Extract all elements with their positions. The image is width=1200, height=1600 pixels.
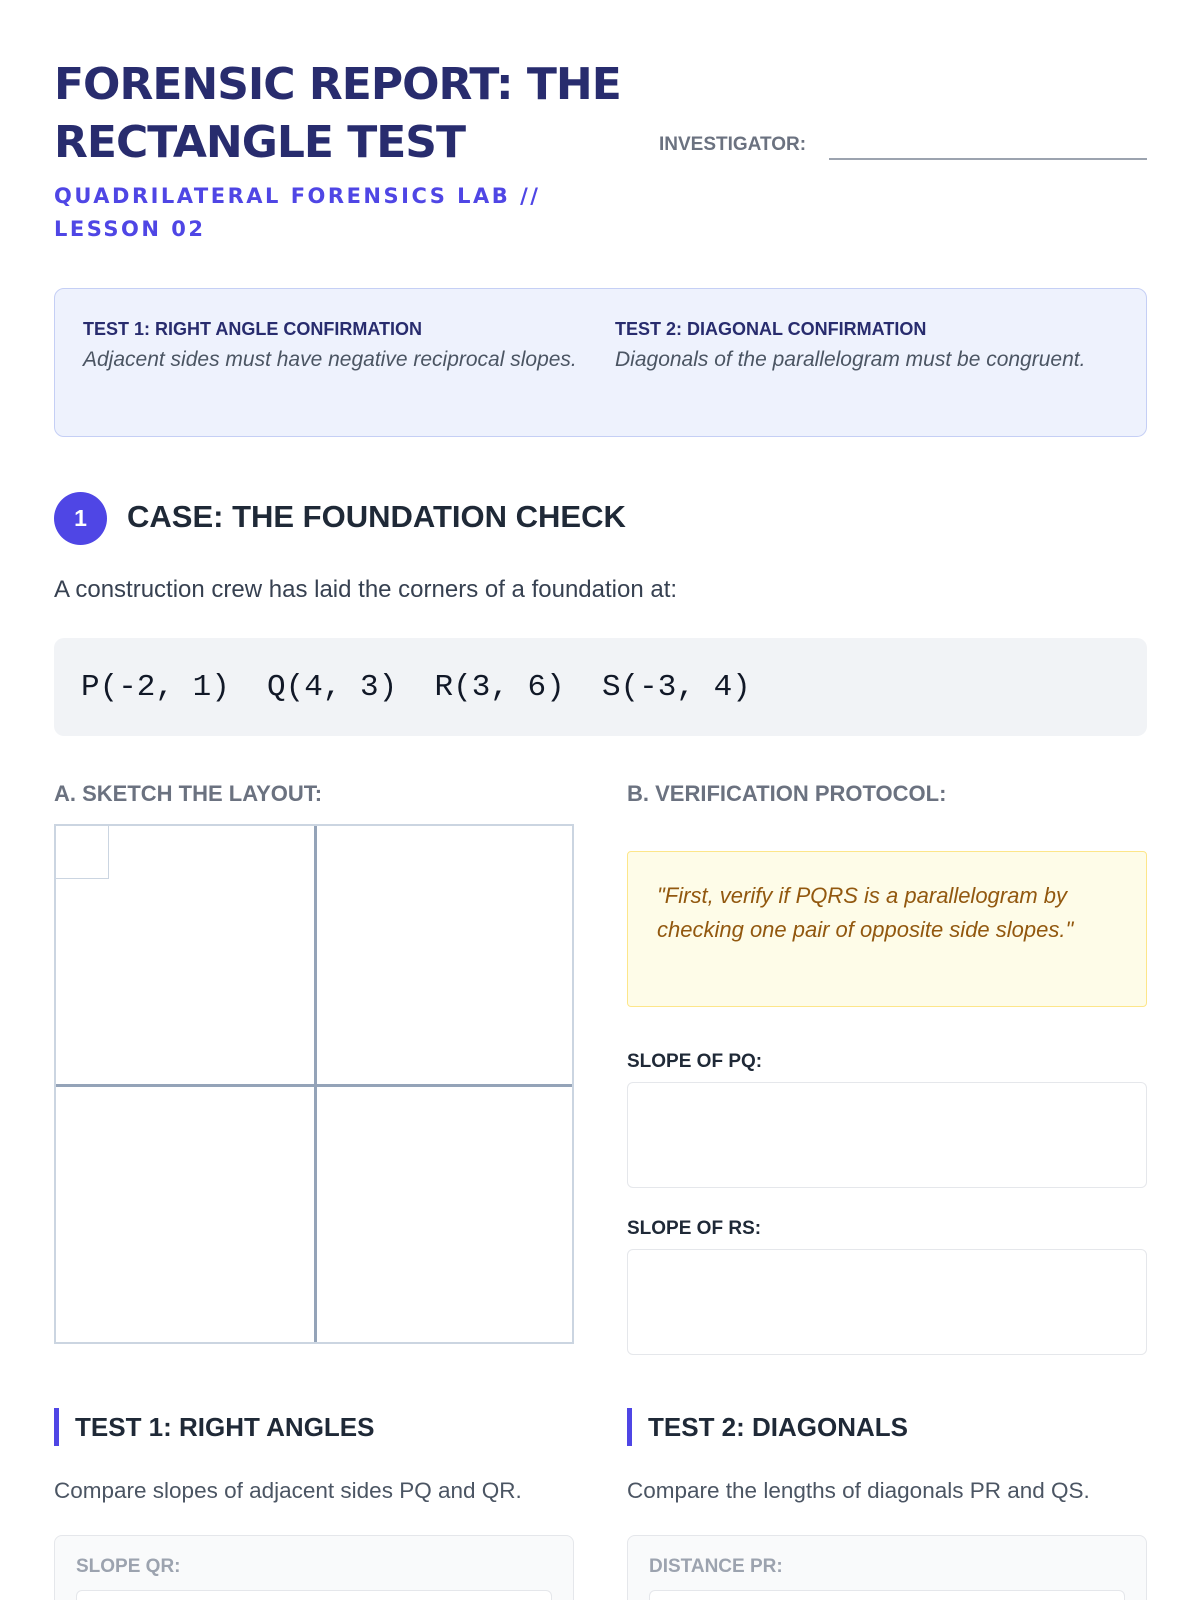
slope-qr-card xyxy=(54,1535,574,1600)
coord-r: R(3, 6) xyxy=(434,670,565,705)
investigator-name-line[interactable] xyxy=(829,158,1147,160)
test2-summary xyxy=(615,317,1120,376)
test2-summary-heading: TEST 2: DIAGONAL CONFIRMATION xyxy=(615,319,927,339)
case-title: CASE: THE FOUNDATION CHECK xyxy=(127,499,626,534)
case-number-badge: 1 xyxy=(54,492,107,545)
grid-x-axis xyxy=(56,1084,572,1087)
sketch-grid[interactable] xyxy=(54,824,574,1344)
protocol-quote-box xyxy=(627,851,1147,1007)
coord-p: P(-2, 1) xyxy=(81,670,230,705)
test1-summary-heading: TEST 1: RIGHT ANGLE CONFIRMATION xyxy=(83,319,422,339)
investigator-label: INVESTIGATOR: xyxy=(659,134,807,155)
distance-pr-field[interactable] xyxy=(649,1590,1125,1600)
test1-description: Compare slopes of adjacent sides PQ and QR. xyxy=(54,1478,522,1503)
case-intro: A construction crew has laid the corners of a foundation at: xyxy=(54,576,678,603)
worksheet-page xyxy=(54,0,1147,1600)
test2-description: Compare the lengths of diagonals PR and QS. xyxy=(627,1478,1090,1503)
test1-heading: TEST 1: RIGHT ANGLES xyxy=(54,1408,375,1446)
tests-summary-box xyxy=(54,288,1147,437)
test2-heading: TEST 2: DIAGONALS xyxy=(627,1408,908,1446)
slope-pq-field[interactable] xyxy=(627,1082,1147,1188)
slope-qr-field[interactable] xyxy=(76,1590,552,1600)
section-a-label: A. SKETCH THE LAYOUT: xyxy=(54,781,323,806)
test2-summary-text: Diagonals of the parallelogram must be congruent. xyxy=(615,348,1086,371)
distance-pr-card xyxy=(627,1535,1147,1600)
coordinates-list xyxy=(81,670,751,705)
slope-pq-label: SLOPE OF PQ: xyxy=(627,1051,763,1072)
coordinates-box xyxy=(54,638,1147,736)
grid-corner-cell xyxy=(56,826,109,879)
page-title: FORENSIC REPORT: THE RECTANGLE TEST xyxy=(54,59,621,168)
page-subtitle: QUADRILATERAL FORENSICS LAB // LESSON 02 xyxy=(54,184,541,241)
distance-pr-label: DISTANCE PR: xyxy=(649,1556,783,1577)
slope-rs-field[interactable] xyxy=(627,1249,1147,1355)
slope-qr-label: SLOPE QR: xyxy=(76,1556,181,1577)
protocol-quote: "First, verify if PQRS is a parallelogram by checking one pair of opposite side slopes." xyxy=(657,883,1074,942)
coord-s: S(-3, 4) xyxy=(601,670,751,705)
test1-summary-text: Adjacent sides must have negative reciprocal slopes. xyxy=(83,348,577,371)
slope-rs-label: SLOPE OF RS: xyxy=(627,1218,762,1239)
coord-q: Q(4, 3) xyxy=(267,670,398,705)
test1-summary xyxy=(83,317,588,376)
section-b-label: B. VERIFICATION PROTOCOL: xyxy=(627,781,947,806)
